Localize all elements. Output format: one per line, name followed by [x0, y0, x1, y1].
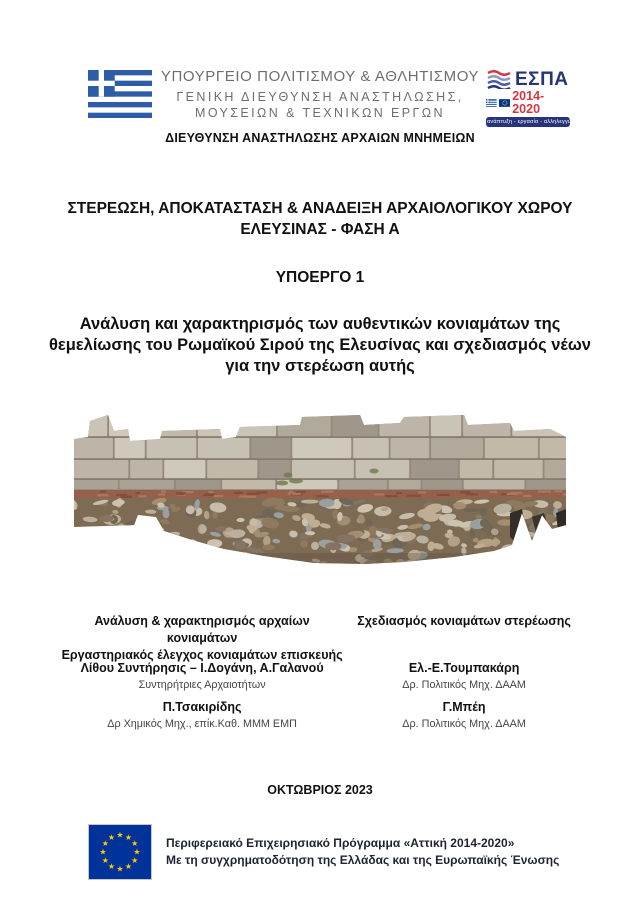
ministry-title: ΥΠΟΥΡΓΕΙΟ ΠΟΛΙΤΙΣΜΟΥ & ΑΘΛΗΤΙΣΜΟΥ [160, 68, 480, 85]
department-title: ΔΙΕΥΘΥΝΣΗ ΑΝΑΣΤΗΛΩΣΗΣ ΑΡΧΑΙΩΝ ΜΝΗΜΕΙΩΝ [165, 131, 475, 145]
funding-footer [0, 824, 640, 880]
svg-text:★: ★ [133, 847, 141, 857]
credit-role: Δρ. Πολιτικός Μηχ. ΔΑΑΜ [402, 679, 526, 691]
espa-slogan: ανάπτυξη - εργασία - αλληλεγγύη [487, 119, 575, 125]
espa-logo-mid [486, 90, 570, 115]
credit-name: Ελ.-Ε.Τουμπακάρη [408, 661, 520, 675]
credits-left-column [58, 613, 346, 731]
project-title-line1: ΣΤΕΡΕΩΣΗ, ΑΠΟΚΑΤΑΣΤΑΣΗ & ΑΝΑΔΕΙΞΗ ΑΡΧΑΙΟΛΟΓΙΚΟΥ ΧΩΡΟΥ [67, 200, 573, 217]
espa-period: 2014-2020 [512, 89, 545, 116]
svg-text:★: ★ [124, 832, 133, 842]
credit-role: Συντηρήτριες Αρχαιοτήτων [138, 679, 266, 691]
espa-eu-flag-icon [499, 99, 511, 107]
svg-text:★: ★ [107, 832, 116, 842]
funding-text [166, 835, 559, 869]
credits-left-heading-line1: Ανάλυση & χαρακτηρισμός αρχαίων κονιαμάτων [94, 614, 310, 645]
credits-right-heading-line1: Σχεδιασμός κονιαμάτων στερέωσης [357, 614, 571, 628]
espa-logo [486, 68, 575, 127]
general-directorate-line2: ΜΟΥΣΕΙΩΝ & ΤΕΧΝΙΚΩΝ ΕΡΓΩΝ [195, 106, 445, 120]
credits-left-heading-line2: Εργαστηριακός έλεγχος κονιαμάτων επισκευής [61, 648, 343, 662]
study-subtitle-line2: θεμελίωσης του Ρωμαϊκού Σιρού της Ελευσίνας και σχεδιασμός νέων [49, 336, 591, 354]
eu-flag-icon [88, 824, 152, 880]
project-title [0, 198, 640, 240]
funding-text-line2: Με τη συγχρηματοδότηση της Ελλάδας και της Ευρωπαϊκής Ένωσης [166, 853, 560, 867]
study-subtitle-line3: για την στερέωση αυτής [225, 357, 415, 375]
credits-section [0, 613, 640, 731]
svg-text:★: ★ [107, 862, 116, 872]
project-title-line2: ΕΛΕΥΣΙΝΑΣ - ΦΑΣΗ Α [240, 221, 400, 238]
espa-greek-flag-icon [486, 99, 497, 107]
espa-logo-top [486, 69, 570, 89]
credits-right-heading [346, 613, 582, 653]
svg-text:★: ★ [116, 830, 124, 840]
study-subtitle-line1: Ανάλυση και χαρακτηρισμός των αυθεντικών κονιαμάτων της [79, 315, 561, 333]
svg-text:★: ★ [131, 856, 139, 865]
credits-right-column [346, 613, 582, 731]
credits-left-heading [58, 613, 346, 662]
wall-photo [0, 413, 640, 580]
subproject-title: ΥΠΟΕΡΓΟ 1 [275, 269, 365, 286]
funding-text-line1: Περιφερειακό Επιχειρησιακό Πρόγραμμα «Αττική 2014-2020» [166, 836, 515, 850]
svg-text:★: ★ [131, 839, 139, 848]
espa-wave-icon [486, 69, 512, 89]
espa-name: ΕΣΠΑ [515, 68, 569, 90]
credit-name: Λίθου Συντήρησις – Ι.Δογάνη, Α.Γαλανού [80, 661, 324, 675]
svg-text:★: ★ [101, 856, 109, 865]
credit-name: Π.Τσακιρίδης [162, 700, 242, 714]
svg-text:★: ★ [116, 864, 124, 874]
svg-text:★: ★ [101, 839, 109, 848]
credit-name: Γ.Μπέη [442, 700, 486, 714]
study-subtitle [0, 314, 640, 377]
credit-role: Δρ. Πολιτικός Μηχ. ΔΑΑΜ [402, 718, 526, 730]
general-directorate-line1: ΓΕΝΙΚΗ ΔΙΕΥΘΥΝΣΗ ΑΝΑΣΤΗΛΩΣΗΣ, [176, 90, 464, 104]
greek-flag-icon [88, 70, 152, 118]
wall-photo-svg [74, 413, 566, 575]
svg-text:★: ★ [124, 862, 133, 872]
credit-role: Δρ Χημικός Μηχ., επίκ.Καθ. ΜΜΜ ΕΜΠ [107, 718, 297, 730]
document-date: ΟΚΤΩΒΡΙΟΣ 2023 [267, 783, 373, 797]
header [0, 0, 640, 168]
svg-text:★: ★ [99, 847, 107, 857]
